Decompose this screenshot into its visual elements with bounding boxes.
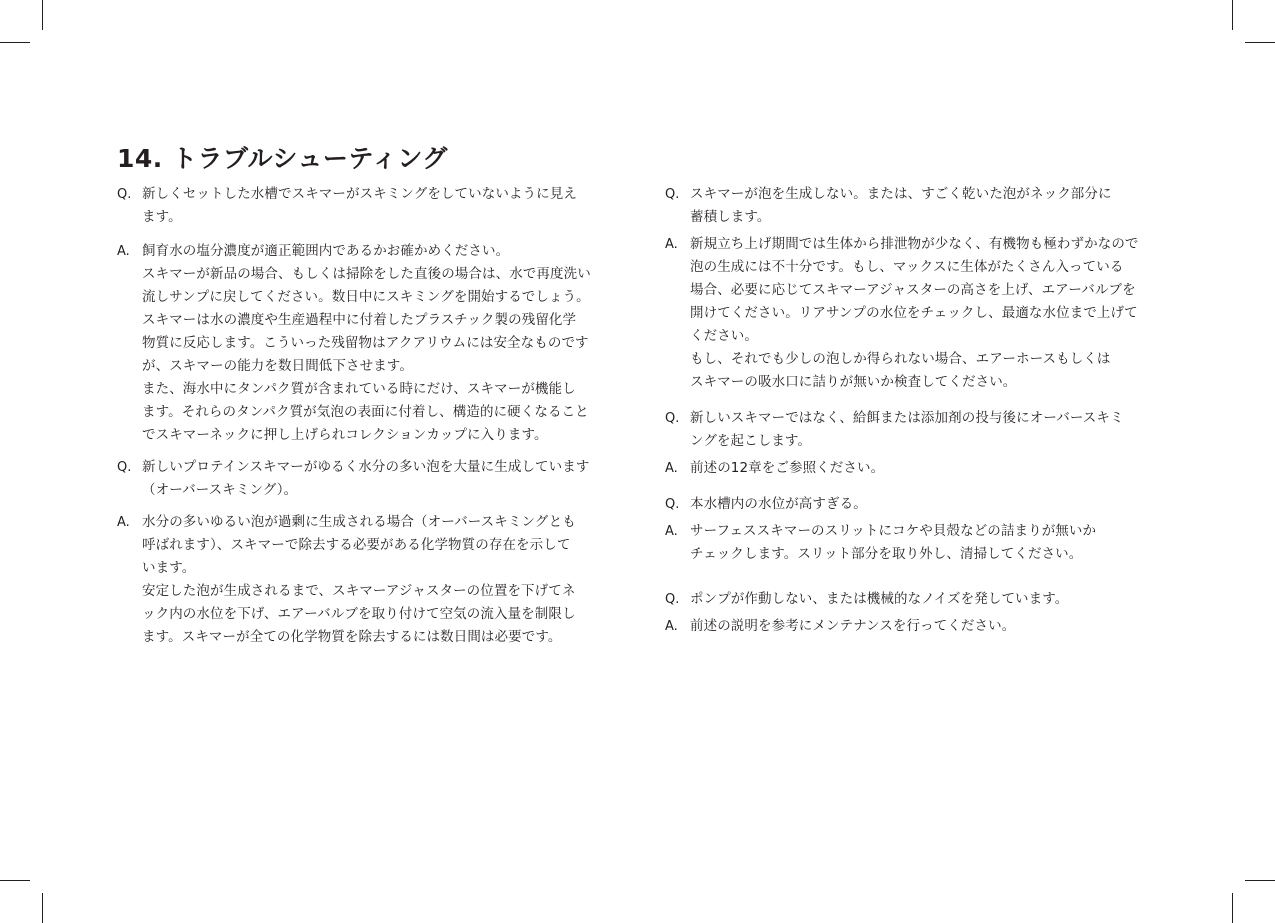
- question-entry: [665, 588, 1170, 611]
- text-line: 前述の説明を参考にメンテナンスを行ってください。: [690, 618, 1016, 634]
- answer-entry: [665, 457, 1170, 480]
- page-title: 14. トラブルシューティング: [117, 143, 448, 173]
- question-entry: [665, 493, 1170, 516]
- text-line: ます。スキマーが全ての化学物質を除去するには数日間は必要です。: [142, 629, 562, 645]
- text-line: 安定した泡が生成されるまで、スキマーアジャスターの位置を下げてネ: [142, 583, 576, 599]
- text-line: 新しくセットした水槽でスキマーがスキミングをしていないように見え: [142, 186, 577, 202]
- text-line: 場合、必要に応じてスキマーアジャスターの高さを上げ、エアーバルブを: [690, 282, 1136, 298]
- text-line: ングを起こします。: [690, 433, 812, 449]
- text-line: 蓄積します。: [690, 209, 771, 225]
- crop-mark: [0, 880, 30, 881]
- answer-marker: A.: [665, 237, 678, 252]
- crop-mark: [1245, 880, 1275, 881]
- text-line: ます。: [142, 209, 182, 225]
- answer-marker: A.: [117, 244, 130, 259]
- text-line: 泡の生成には不十分です。もし、マックスに生体がたくさん入っている: [690, 259, 1124, 275]
- answer-entry: [117, 511, 617, 649]
- question-entry: [117, 456, 617, 502]
- answer-entry: [665, 615, 1170, 638]
- text-line: 飼育水の塩分濃度が適正範囲内であるかお確かめください。: [142, 243, 510, 259]
- crop-mark: [42, 893, 43, 923]
- text-line: でスキマーネックに押し上げられコレクションカップに入ります。: [142, 427, 548, 443]
- text-line: スキマーが泡を生成しない。または、すごく乾いた泡がネック部分に: [690, 186, 1112, 202]
- text-line: 新規立ち上げ期間では生体から排泄物が少なく、有機物も極わずかなので: [690, 236, 1139, 252]
- text-line: （オーバースキミング）。: [142, 482, 298, 498]
- crop-mark: [1232, 0, 1233, 30]
- text-line: 新しいプロテインスキマーがゆるく水分の多い泡を大量に生成しています: [142, 459, 590, 475]
- answer-entry: [117, 240, 617, 447]
- question-entry: [665, 183, 1170, 229]
- text-line: 開けてください。リアサンプの水位をチェックし、最適な水位まで上げて: [690, 305, 1138, 321]
- text-line: スキマーの吸水口に詰りが無いか検査してください。: [690, 374, 1017, 390]
- question-marker: Q.: [665, 592, 680, 607]
- question-marker: Q.: [665, 497, 680, 512]
- text-line: ック内の水位を下げ、エアーバルブを取り付けて空気の流入量を制限し: [142, 606, 576, 622]
- crop-mark: [42, 0, 43, 30]
- text-line: 物質に反応します。こういった残留物はアクアリウムには安全なものです: [142, 335, 589, 351]
- text-line: 呼ばれます）、スキマーで除去する必要がある化学物質の存在を示して: [142, 537, 571, 553]
- text-line: チェックします。スリット部分を取り外し、清掃してください。: [690, 546, 1083, 562]
- answer-entry: [665, 233, 1170, 394]
- text-line: 水分の多いゆるい泡が過剰に生成される場合（オーバースキミングとも: [142, 514, 576, 530]
- question-marker: Q.: [117, 187, 132, 202]
- left-column: [117, 183, 617, 649]
- question-entry: [117, 183, 617, 229]
- question-marker: Q.: [117, 460, 132, 475]
- text-line: が、スキマーの能力を数日間低下させます。: [142, 358, 413, 374]
- answer-entry: [665, 520, 1170, 566]
- text-line: ます。それらのタンパク質が気泡の表面に付着し、構造的に硬くなること: [142, 404, 589, 420]
- text-line: サーフェススキマーのスリットにコケや貝殻などの詰まりが無いか: [690, 523, 1097, 539]
- answer-marker: A.: [665, 461, 678, 476]
- text-line: ポンプが作動しない、または機械的なノイズを発しています。: [690, 591, 1069, 607]
- text-line: 本水槽内の水位が高すぎる。: [690, 496, 867, 512]
- text-line: スキマーが新品の場合、もしくは掃除をした直後の場合は、水で再度洗い: [142, 266, 591, 282]
- crop-mark: [0, 42, 30, 43]
- text-line: もし、それでも少しの泡しか得られない場合、エアーホースもしくは: [690, 351, 1111, 367]
- crop-mark: [1245, 42, 1275, 43]
- text-line: 前述の12章をご参照ください。: [690, 460, 885, 476]
- answer-marker: A.: [665, 619, 678, 634]
- crop-mark: [1232, 893, 1233, 923]
- question-marker: Q.: [665, 411, 680, 426]
- right-column: [665, 183, 1170, 638]
- answer-marker: A.: [665, 524, 678, 539]
- text-line: 新しいスキマーではなく、給餌または添加剤の投与後にオーバースキミ: [690, 410, 1124, 426]
- text-line: ください。: [690, 328, 758, 344]
- text-line: スキマーは水の濃度や生産過程中に付着したプラスチック製の残留化学: [142, 312, 577, 328]
- question-entry: [665, 407, 1170, 453]
- text-line: また、海水中にタンパク質が含まれている時にだけ、スキマーが機能し: [142, 381, 576, 397]
- answer-marker: A.: [117, 515, 130, 530]
- text-line: 流しサンプに戻してください。数日中にスキミングを開始するでしょう。: [142, 289, 590, 305]
- question-marker: Q.: [665, 187, 680, 202]
- text-line: います。: [142, 560, 196, 576]
